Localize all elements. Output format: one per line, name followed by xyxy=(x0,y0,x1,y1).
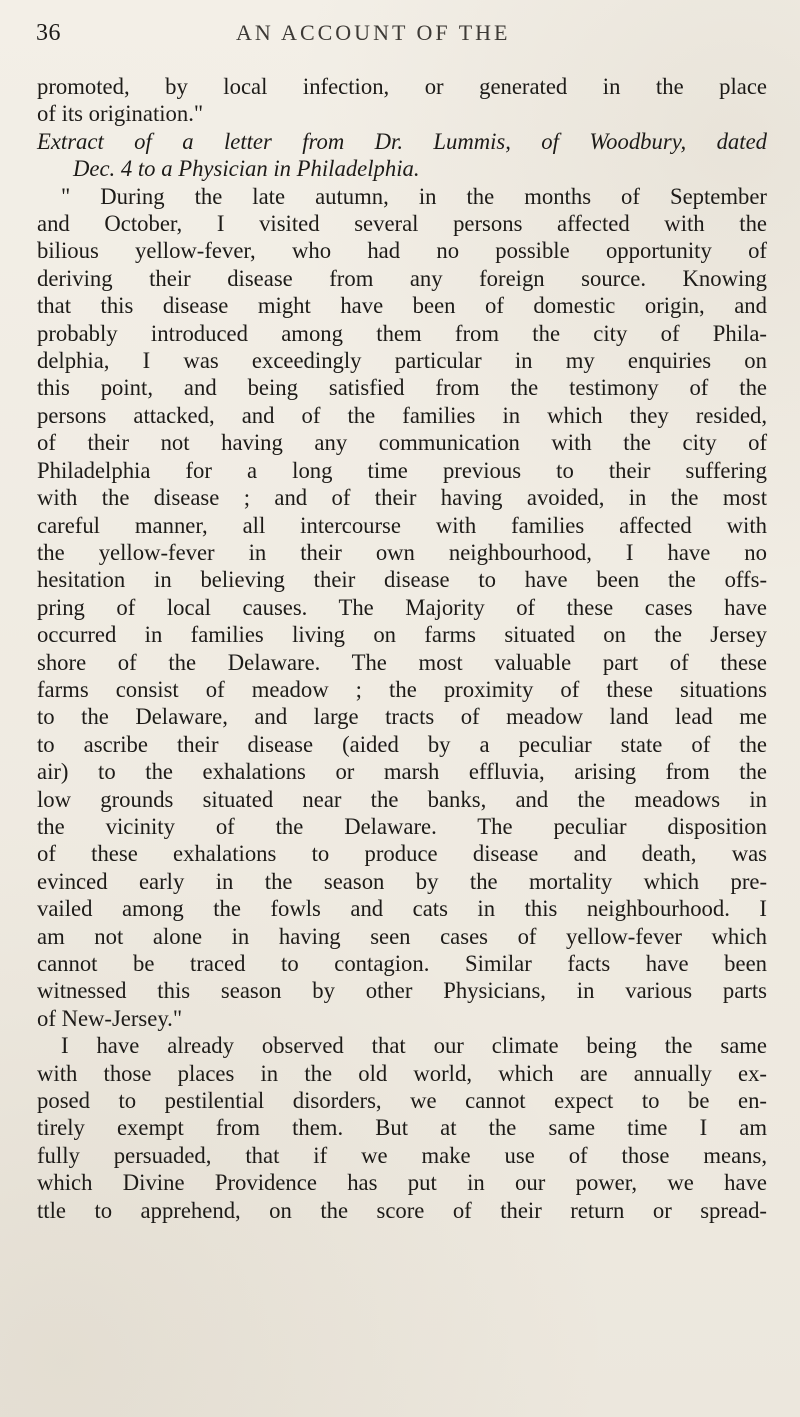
text-line: with the disease ; and of their having avoided, in the most xyxy=(37,485,767,511)
text-line: witnessed this season by other Physicians, in various parts xyxy=(37,978,767,1004)
text-line: ttle to apprehend, on the score of their return or spread- xyxy=(37,1197,767,1223)
text-line: posed to pestilential disorders, we cannot expect to be en- xyxy=(37,1088,767,1114)
running-head xyxy=(36,20,764,60)
text-line: of its origination." xyxy=(37,101,204,127)
text-line: evinced early in the season by the mortality which pre- xyxy=(37,868,767,894)
text-line: persons attacked, and of the families in which they resided, xyxy=(37,402,767,428)
text-line: vailed among the fowls and cats in this neighbourhood. I xyxy=(37,896,767,922)
text-line: fully persuaded, that if we make use of those means, xyxy=(37,1142,767,1168)
text-line: promoted, by local infection, or generated in the place xyxy=(37,74,767,99)
text-line: of New-Jersey." xyxy=(37,1005,183,1031)
text-line: I have already observed that our climate being the same xyxy=(61,1033,767,1059)
text-line: shore of the Delaware. The most valuable part of these xyxy=(37,649,767,675)
text-line: this point, and being satisfied from the testimony of the xyxy=(37,375,767,401)
text-line: deriving their disease from any foreign source. Knowing xyxy=(37,265,767,291)
text-line: that this disease might have been of domestic origin, and xyxy=(37,293,767,319)
text-line: the vicinity of the Delaware. The peculiar disposition xyxy=(37,813,767,839)
text-line: the yellow-fever in their own neighbourhood, I have no xyxy=(37,539,767,565)
text-line: and October, I visited several persons affected with the xyxy=(37,211,767,237)
text-line: low grounds situated near the banks, and the meadows in xyxy=(37,786,767,812)
page-number: 36 xyxy=(36,20,61,46)
text-line: tirely exempt from them. But at the same time I am xyxy=(37,1115,767,1141)
text-line: bilious yellow-fever, who had no possible opportunity of xyxy=(37,238,767,264)
header-title: AN ACCOUNT OF THE xyxy=(236,20,511,45)
text-line: which Divine Providence has put in our power, we have xyxy=(37,1170,767,1196)
text-line: " During the late autumn, in the months of September xyxy=(61,183,767,209)
text-line: of these exhalations to produce disease and death, was xyxy=(37,841,767,867)
text-line: am not alone in having seen cases of yellow-fever which xyxy=(37,923,767,949)
text-line: cannot be traced to contagion. Similar facts have been xyxy=(37,951,767,976)
text-line: hesitation in believing their disease to have been the offs- xyxy=(37,567,767,593)
text-line: air) to the exhalations or marsh effluvia, arising from the xyxy=(37,759,767,785)
text-line: to the Delaware, and large tracts of meadow land lead me xyxy=(37,704,767,730)
text-line: to ascribe their disease (aided by a peculiar state of the xyxy=(37,731,767,757)
text-line: of their not having any communication with the city of xyxy=(37,430,767,456)
text-line: farms consist of meadow ; the proximity of these situations xyxy=(37,676,767,702)
text-line: Extract of a letter from Dr. Lummis, of Woodbury, dated xyxy=(37,128,767,154)
text-line: occurred in families living on farms situated on the Jersey xyxy=(37,622,767,648)
text-line: Philadelphia for a long time previous to their suffering xyxy=(37,457,767,483)
text-line: delphia, I was exceedingly particular in my enquiries on xyxy=(37,348,767,374)
text-line: pring of local causes. The Majority of these cases have xyxy=(37,594,767,620)
text-line: with those places in the old world, which are annually ex- xyxy=(37,1060,767,1086)
text-line: careful manner, all intercourse with families affected with xyxy=(37,512,767,538)
body-text xyxy=(37,73,767,1224)
text-line: Dec. 4 to a Physician in Philadelphia. xyxy=(73,156,420,182)
text-line: probably introduced among them from the city of Phila- xyxy=(37,320,767,346)
